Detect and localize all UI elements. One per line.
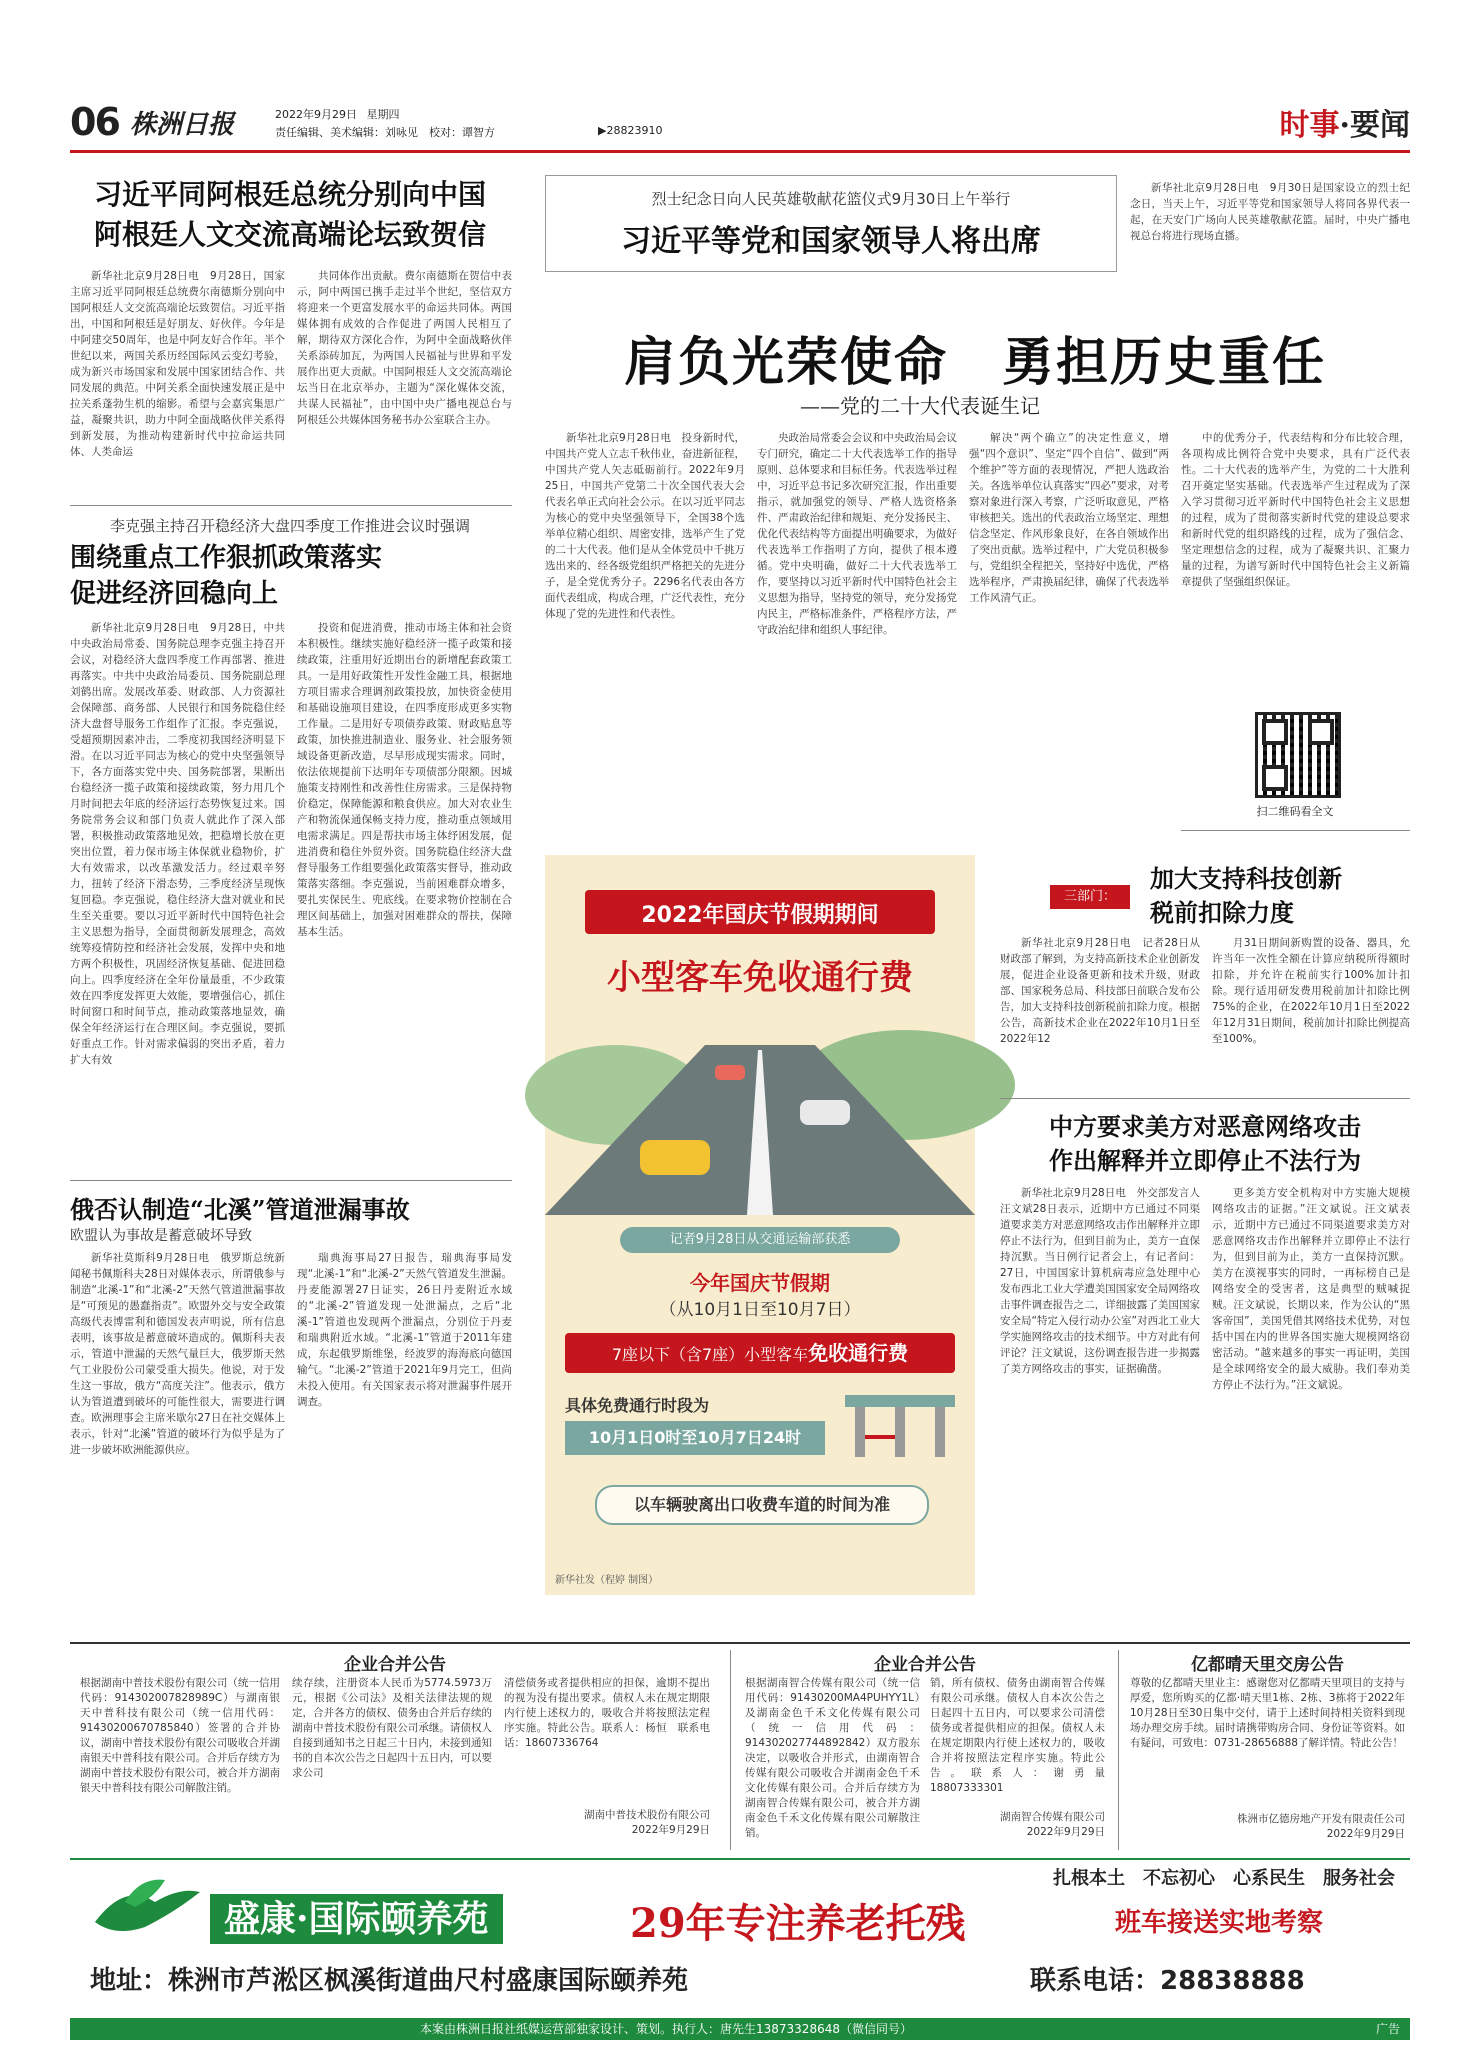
ad-phone-label: 联系电话： [1030, 1966, 1161, 1996]
page-number: 06 [70, 100, 119, 144]
paper-name: 株洲日报 [130, 110, 235, 140]
notice2 [740, 1650, 1116, 1850]
article1-col1-text: 新华社北京9月28日电 9月28日，国家主席习近平同阿根廷总统费尔南德斯分别向中国阿根廷人文交流高端论坛致贺信。习近平指出，中国和阿根廷是好朋友、好伙伴。今年是中阿建交50周年，也是中阿友好合作年。半个世纪以来，两国关系历经国际风云变幻考验，成为新兴市场国家和发展中国家团结合作、共同发展的典范。中阿关系全面快速发展正是中拉关系蓬勃生机的缩影。希望与会嘉宾集思广益，凝聚共识，助力中阿全面战略伙伴关系得到新发展，为推动构建新时代中拉命运共同体、人类命运 [70, 270, 285, 458]
notice2-title: 企业合并公告 [874, 1655, 976, 1675]
notice3-title: 亿都晴天里交房公告 [1191, 1655, 1344, 1675]
ad-address-text: 株洲市芦淞区枫溪街道曲尺村盛康国际颐养苑 [168, 1966, 689, 1996]
qr-caption: 扫二维码看全文 [1256, 805, 1334, 818]
notice2-col1-text: 根据湖南智合传媒有限公司（统一信用代码：91430200MA4PUHYY1L）及湖南金色千禾文化传媒有限公司（统一信用代码：914302027744892842）双方股东决定，以吸收合并形式，由湖南智合传媒有限公司吸收合并湖南金色千禾文化传媒有限公司。合并后存续方为湖南智合传媒有限公司，被合并方湖南金色千禾文化传媒有限公司解散注销。 [745, 1677, 920, 1839]
hand-leaf-logo-icon [85, 1872, 205, 1942]
poster-policy-prefix: 7座以下（含7座）小型客车 [611, 1345, 809, 1364]
notice1-sign [504, 1808, 710, 1838]
main-story-col2-text: 央政治局常委会会议和中央政治局会议专门研究，确定二十大代表选举工作的指导原则、总体要求和目标任务。代表选举过程中，习近平总书记多次研究汇报，作出重要指示，就加强党的领导、严格人选资格条件、严肃政治纪律和规矩、充分发扬民主、优化代表结构等方面提出明确要求，为做好代表选举工作指明了方向，提供了根本遵循。党中央明确，做好二十大代表选举工作，要坚持以习近平新时代中国特色社会主义思想为指导，坚持党的领导，充分发扬党内民主，严格标准条件，严格程序方法，严守政治纪律和组织人事纪律。 [757, 432, 957, 636]
article1-col2 [297, 268, 512, 498]
ad-slogan: 扎根本土 不忘初心 心系民生 服务社会 [1053, 1868, 1395, 1889]
article4-col1-text: 新华社北京9月28日电 记者28日从财政部了解到，为支持高新技术企业创新发展，促进企业设备更新和技术升级，财政部、国家税务总局、科技部日前联合发布公告，加大支持科技创新税前扣除力度。根据公告，高新技术企业在2022年10月1日至2022年12 [1000, 937, 1200, 1045]
section-dot: · [1339, 108, 1350, 143]
editors-line: 责任编辑、美术编辑：刘咏见 校对：谭智方 [275, 126, 495, 139]
article4-col2-text: 月31日期间新购置的设备、器具，允许当年一次性全额在计算应纳税所得额时扣除，并允许在税前实行100%加计扣除。现行适用研发费用税前加计扣除比例75%的企业，在2022年10月1日至2022年12月31日期间，税前加计扣除比例提高至100%。 [1212, 937, 1410, 1045]
article4-col2 [1212, 935, 1410, 1085]
white-car-icon [800, 1100, 850, 1125]
article5-col1 [1000, 1185, 1200, 1635]
ad-address-label: 地址： [90, 1966, 169, 1996]
lead-banner-body [1130, 180, 1410, 280]
main-story-col3-text: 解决“两个确立”的决定性意义，增强“四个意识”、坚定“四个自信”、做到“两个维护”等方面的表现情况，严把人选政治关。各选举单位认真落实“四必”要求，对考察对象进行深入考察，广泛听取意见，严格审核把关。选出的代表政治立场坚定、理想信念坚定、作风形象良好，在各自领域作出了突出贡献。选举过程中，广大党员积极参与，党组织全程把关，坚持好中选优，严格选举程序，严肃换届纪律，确保了代表选举工作风清气正。 [969, 432, 1169, 604]
notice1-title: 企业合并公告 [344, 1655, 446, 1675]
ad-phone [1030, 1960, 1305, 1997]
notice3 [1125, 1650, 1410, 1850]
issue-date [275, 106, 400, 122]
article1-col2-text: 共同体作出贡献。费尔南德斯在贺信中表示，阿中两国已携手走过半个世纪，坚信双方将迎来一个更富发展水平的命运共同体。两国媒体拥有成效的合作促进了两国人民相互了解，期待双方深化合作，为阿中全面战略伙伴关系添砖加瓦，为两国人民福祉与世界和平发展作出更大贡献。中国阿根廷人文交流高端论坛当日在北京举办，主题为“深化媒体交流，共谋人民福祉”，由中国中央广播电视总台与阿根廷公共媒体国务秘书办公室联合主办。 [297, 270, 512, 426]
ad-tagline: 班车接送实地考察 [1115, 1908, 1324, 1938]
poster-title-line1: 2022年国庆节假期期间 [641, 903, 879, 928]
section-title [1280, 100, 1410, 144]
main-story-subtitle: ——党的二十大代表诞生记 [800, 394, 1040, 418]
masthead-rule [70, 150, 1410, 153]
notice-divider-2 [1118, 1650, 1119, 1850]
article3-title: 俄否认制造“北溪”管道泄漏事故 [70, 1195, 410, 1224]
article3-col1-text: 新华社莫斯科9月28日电 俄罗斯总统新闻秘书佩斯科夫28日对媒体表示，所谓俄参与制造“北溪-1”和“北溪-2”天然气管道泄漏事故是“可预见的愚蠢指责”。欧盟外交与安全政策高级代表博雷利和德国发表声明说，所有信息表明，该事故是蓄意破坏造成的。佩斯科夫表示，管道中泄漏的天然气量巨大，俄罗斯天然气工业股份公司蒙受重大损失。他说，对于发生这一事故，俄方“高度关注”。他表示，俄方认为管道遭到破坏的可能性很大，需要进行调查。欧洲理事会主席米歇尔27日在社交媒体上表示，针对“北溪”管道的破坏行为似乎是为了进一步破坏欧洲能源供应。 [70, 1252, 285, 1456]
article5-headline [1000, 1110, 1410, 1178]
notice2-sign-date: 2022年9月29日 [1026, 1826, 1105, 1838]
article2-title-line2: 促进经济回稳向上 [70, 579, 279, 609]
article4-headline [1150, 862, 1410, 930]
ad-footer-text: 本案由株洲日报社纸媒运营部独家设计、策划。执行人：唐先生13873328648（微信同号） [420, 2022, 912, 2036]
poster-source: 记者9月28日从交通运输部获悉 [620, 1227, 900, 1253]
hotline: ▶28823910 [598, 124, 663, 137]
notice1-sign-company: 湖南中普技术股份有限公司 [584, 1809, 710, 1821]
article5-col1-text: 新华社北京9月28日电 外交部发言人汪文斌28日表示，近期中方已通过不同渠道要求美方对恶意网络攻击作出解释并立即停止不法行为，但到目前为止，美方一直保持沉默。当日例行记者会上，有记者问：27日，中国国家计算机病毒应急处理中心发布西北工业大学遭美国国家安全局网络攻击事件调查报告之二，详细披露了美国国家安全局“特定入侵行动办公室”对西北工业大学实施网络攻击的技术细节。中方对此有何评论？汪文斌说，这份调查报告进一步揭露了美方网络攻击的事实，证据确凿。 [1000, 1187, 1200, 1375]
article1-divider [70, 505, 512, 506]
notice3-body [1130, 1676, 1405, 1806]
notice1-col3-text: 清偿债务或者提供相应的担保，逾期不提出的视为没有提出要求。债权人未在规定期限内行使上述权力的，吸收合并将按照法定程序实施。特此公告。联系人：杨恒 联系电话：18607336764 [504, 1677, 710, 1749]
poster-policy-strong: 免收通行费 [808, 1341, 909, 1365]
issue-weekday: 星期四 [366, 108, 400, 121]
notice1-col2 [292, 1676, 492, 1846]
notice1-col1 [80, 1676, 280, 1846]
holiday-toll-poster [545, 855, 975, 1595]
article2-kicker: 李克强主持召开稳经济大盘四季度工作推进会议时强调 [109, 517, 470, 535]
article3-col2-text: 瑞典海事局27日报告，瑞典海事局发现“北溪-1”和“北溪-2”天然气管道发生泄漏。丹麦能源署27日证实，26日丹麦附近水域的“北溪-2”管道发现一处泄漏点，之后“北溪-1”管道也发现两个泄漏点，分别位于丹麦和瑞典附近水域。“北溪-1”管道于2011年建成，东起俄罗斯维堡，经波罗的海海底向德国输气。“北溪-2”管道于2021年9月完工，但尚未投入使用。有关国家表示将对泄漏事件展开调查。 [297, 1252, 512, 1408]
article5-col2-text: 更多美方安全机构对中方实施大规模网络攻击的证据。”汪文斌说。汪文斌表示，近期中方已通过不同渠道要求美方对恶意网络攻击作出解释并立即停止不法行为，但到目前为止，美方一直保持沉默。美方在漠视事实的同时，一再标榜自己是网络安全的受害者，这是典型的贼喊捉贼。汪文斌说，长期以来，作为公认的“黑客帝国”，美国凭借其网络技术优势，对包括中国在内的世界各国实施大规模网络窃密活动。“越来越多的事实一再证明，美国是全球网络安全的最大威胁。我们奉劝美方停止不法行为。”汪文斌说。 [1212, 1187, 1410, 1391]
main-story-title: 肩负光荣使命 勇担历史重任 [623, 332, 1326, 393]
section-name: 时事 [1279, 108, 1340, 143]
article4-title-line2: 税前扣除力度 [1150, 898, 1294, 927]
main-story-col3 [969, 430, 1169, 830]
notice1 [70, 1650, 720, 1850]
main-story-col1-text: 新华社北京9月28日电 投身新时代，中国共产党人立志千秋伟业，奋进新征程，中国共产党人矢志砥砺前行。2022年9月25日，中国共产党第二十次全国代表大会代表名单正式向社会公示。在以习近平同志为核心的党中央坚强领导下，全国38个选举单位精心组织、周密安排，选举产生了党的二十大代表。他们是从全体党员中千挑万选出来的、经各级党组织严格把关的先进分子，是全党优秀分子。2296名代表由各方面代表组成，构成合理，广泛代表性，充分体现了党的先进性和代表性。 [545, 432, 745, 620]
issue-date-text: 2022年9月29日 [275, 108, 357, 121]
poster-holiday-range: （从10月1日至10月7日） [659, 1300, 861, 1320]
notice3-body-text: 尊敬的亿都晴天里业主：感谢您对亿都晴天里项目的支持与厚爱，您所购买的亿都·晴天里1栋、2栋、3栋将于2022年10月28日至30日集中交付，请于上述时间持相关资料到现场办理交房手续。届时请携带购房合同、身份证等资料。如有疑问，可致电：0731-28656888了解详情。特此公告！ [1130, 1677, 1405, 1749]
lead-banner-kicker: 烈士纪念日向人民英雄敬献花篮仪式9月30日上午举行 [651, 190, 1011, 208]
poster-credit: 新华社发（程婷 制图） [555, 1575, 659, 1586]
notice3-sign-date: 2022年9月29日 [1326, 1828, 1405, 1840]
advertisement [70, 1858, 1410, 2020]
red-car-icon [715, 1065, 745, 1080]
notice3-sign [1130, 1812, 1405, 1842]
article2-headline [70, 540, 510, 612]
article5-title-line2: 作出解释并立即停止不法行为 [1049, 1146, 1361, 1175]
qr-code[interactable] [1255, 712, 1341, 798]
poster-period-value: 10月1日0时至10月7日24时 [565, 1421, 825, 1455]
notice2-col1 [745, 1676, 920, 1846]
article3-subtitle: 欧盟认为事故是蓄意破坏导致 [70, 1228, 252, 1244]
article4-kicker: 三部门： [1050, 885, 1130, 909]
masthead [70, 100, 1410, 150]
section-sub: 要闻 [1350, 108, 1410, 143]
ad-brand: 盛康·国际颐养苑 [210, 1894, 503, 1944]
poster-note: 以车辆驶离出口收费车道的时间为准 [595, 1485, 929, 1525]
notice1-sign-date: 2022年9月29日 [631, 1824, 710, 1836]
notice2-sign-company: 湖南智合传媒有限公司 [1000, 1811, 1105, 1823]
article4-title-line1: 加大支持科技创新 [1150, 864, 1342, 893]
notice3-sign-company: 株洲市亿德房地产开发有限责任公司 [1237, 1813, 1405, 1825]
article1-col1 [70, 268, 285, 498]
toll-gate-illustration [835, 1385, 965, 1465]
yellow-car-icon [640, 1140, 710, 1175]
ad-headline: 29年专注养老托残 [630, 1900, 966, 1947]
ad-phone-number: 28838888 [1160, 1966, 1305, 1996]
notice1-col2-text: 续存续，注册资本人民币为5774.5973万元，根据《公司法》及相关法律法规的规定，合并各方的债权、债务由合并后存续的湖南中普技术股份有限公司承继。请债权人自接到通知书之日起三十日内，未接到通知书的自本次公告之日起四十五日内，可以要求公司 [292, 1677, 492, 1779]
lead-banner-body-text: 新华社北京9月28日电 9月30日是国家设立的烈士纪念日，当天上午，习近平等党和国家领导人将同各界代表一起，在天安门广场向人民英雄敬献花篮。届时，中央广播电视总台将进行现场直播。 [1130, 182, 1410, 242]
notice1-col3 [504, 1676, 710, 1796]
main-story-col4 [1181, 430, 1410, 700]
article5-col2 [1212, 1185, 1410, 1635]
article2-divider [70, 1180, 512, 1181]
article2-col1-text: 新华社北京9月28日电 9月28日，中共中央政治局常委、国务院总理李克强主持召开会议，对稳经济大盘四季度工作再部署、推进再落实。中共中央政治局委员、国务院副总理刘鹤出席。发展改革委、财政部、人力资源社会保障部、商务部、人民银行和国务院稳住经济大盘督导服务工作组作了汇报。李克强说，受超预期因素冲击，二季度初我国经济明显下滑。在以习近平同志为核心的党中央坚强领导下，各方面落实党中央、国务院部署，果断出台稳经济一揽子政策和接续政策，努力用几个月时间把去年底的经济运行态势恢复过来。国务院常务会议和部门负责人就此作了深入部署，积极推动政策落地见效，把稳增长放在更突出位置，着力保市场主体保就业稳物价，扩大有效需求，以改革激发活力。经过艰辛努力，扭转了经济下滑态势，三季度经济呈现恢复回稳。李克强说，稳住经济大盘对就业和民生至关重要。要以习近平新时代中国特色社会主义思想为指导，全面贯彻新发展理念，高效统筹疫情防控和经济社会发展，发挥中央和地方两个积极性，巩固经济恢复基础、促进回稳向上。四季度经济在全年份量最重，不少政策效在四季度发挥更大效能，要增强信心，抓住时间窗口和时间节点，推动政策落地显效，确保全年经济运行在合理区间。李克强说，要抓好重点工作。针对需求偏弱的突出矛盾，着力扩大有效 [70, 622, 285, 1066]
notice1-col1-text: 根据湖南中普技术股份有限公司（统一信用代码：914302007828989C）与湖南银天中普科技有限公司（统一信用代码：91430200670785840）签署的合并协议，湖南中普技术股份有限公司吸收合并湖南银天中普科技有限公司。合并后存续方为湖南中普技术股份有限公司，被合并方湖南银天中普科技有限公司解散注销。 [80, 1677, 280, 1794]
notices-top-rule [70, 1642, 1410, 1644]
notice-divider-1 [730, 1650, 731, 1850]
article3-col1 [70, 1250, 285, 1635]
notice2-sign [930, 1810, 1105, 1840]
road-illustration [545, 1005, 975, 1215]
article4-col1 [1000, 935, 1200, 1085]
lead-banner [545, 175, 1117, 272]
notice2-col2-text: 销，所有债权、债务由湖南智合传媒有限公司承继。债权人自本次公告之日起四十五日内，可以要求公司清偿债务或者提供相应的担保。债权人未在规定期限内行使上述权力的，吸收合并将按照法定程序实施。特此公告。联系人：谢勇量 18807333301 [930, 1677, 1116, 1794]
poster-holiday-label: 今年国庆节假期 [690, 1271, 830, 1295]
poster-policy [565, 1333, 955, 1373]
poster-period-label: 具体免费通行时段为 [565, 1396, 710, 1415]
article4-divider [1000, 1098, 1410, 1099]
article1-title-line1: 习近平同阿根廷总统分别向中国 [93, 178, 486, 211]
main-story-divider [1181, 830, 1410, 831]
main-story-col2 [757, 430, 957, 830]
article2-col2-text: 投资和促进消费，推动市场主体和社会资本积极性。继续实施好稳经济一揽子政策和接续政策，注重用好近期出台的新增配套政策工具。一是用好政策性开发性金融工具，根据地方项目需求合理调剂政策投放，加快资金使用和基础设施项目建设，在四季度形成更多实物工作量。二是用好专项债券政策、财政贴息等政策，加快推进制造业、服务业、社会服务领域设备更新改造，尽早形成现实需求。同时，依法依规提前下达明年专项债部分限额。因城施策支持刚性和改善性住房需求。三是保持物价稳定，保障能源和粮食供应。加大对农业生产和物流保通保畅支持力度，推动重点领域用电需求满足。四是帮扶市场主体纾困发展，促进消费和稳住外贸外资。国务院稳住经济大盘督导服务工作组要强化政策落实督导，推动政策落实落细。李克强说，当前困难群众增多，要扎实保民生、兜底线。在要求物价控制在合理区间基础上，加强对困难群众的帮扶，保障基本生活。 [297, 622, 512, 938]
article1-title-line2: 阿根廷人文交流高端论坛致贺信 [93, 218, 486, 251]
article3-col2 [297, 1250, 512, 1635]
article5-title-line1: 中方要求美方对恶意网络攻击 [1049, 1112, 1361, 1141]
ad-footer-bar [70, 2018, 1410, 2040]
article2-col1 [70, 620, 285, 1175]
article2-col2 [297, 620, 512, 1175]
ad-tag: 广告 [1375, 2022, 1400, 2036]
main-story-col4-text: 中的优秀分子，代表结构和分布比较合理，各项构成比例符合党中央要求，具有广泛代表性。二十大代表的选举产生，为党的二十大胜利召开奠定坚实基础。代表选举产生过程成为了深入学习贯彻习近平新时代中国特色社会主义思想的过程，成为了贯彻落实新时代党的建设总要求和新时代党的组织路线的过程，成为了强信念、坚定理想信念的过程，成为了凝聚共识、汇聚力量的过程，为谱写新时代中国特色社会主义新篇章提供了坚强组织保证。 [1181, 432, 1410, 588]
lead-banner-title: 习近平等党和国家领导人将出席 [621, 224, 1041, 259]
poster-title-line2: 小型客车免收通行费 [607, 958, 913, 998]
article1-headline [70, 175, 510, 255]
notice2-col2 [930, 1676, 1116, 1806]
ad-address [90, 1960, 688, 1997]
main-story-col1 [545, 430, 745, 830]
article2-title-line1: 围绕重点工作狠抓政策落实 [70, 543, 383, 573]
